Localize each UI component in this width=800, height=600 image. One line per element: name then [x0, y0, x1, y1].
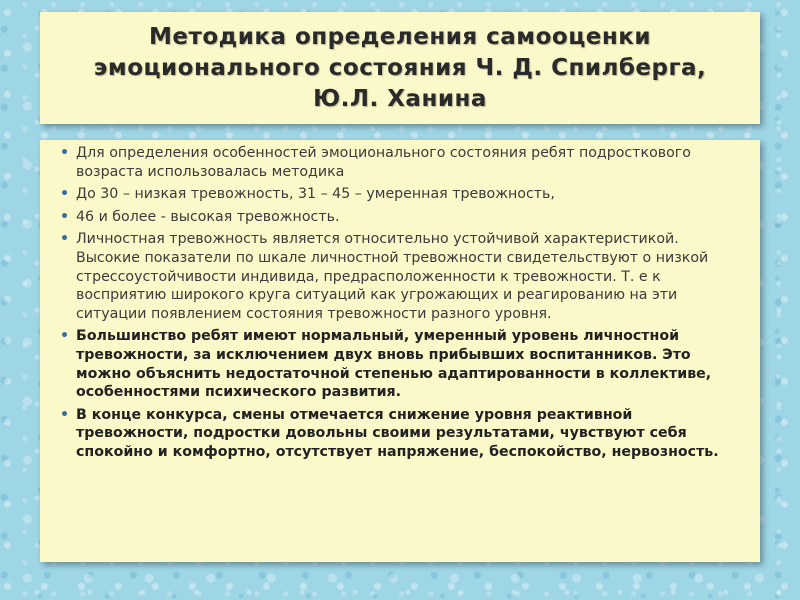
bullet-text: Для определения особенностей эмоционального состояния ребят подросткового возраста использовалась методика: [76, 145, 691, 180]
bullet-marker: •: [60, 186, 70, 203]
bullet-item-majority: [60, 327, 734, 401]
title-panel: [40, 12, 760, 124]
bullet-text: 46 и более - высокая тревожность.: [76, 208, 340, 225]
bullet-item-method: [60, 144, 734, 181]
bullet-item-high: [60, 208, 734, 227]
bullet-marker: •: [60, 328, 70, 345]
content-panel: [40, 140, 760, 562]
bullet-text: Личностная тревожность является относительно устойчивой характеристикой. Высокие показатели по шкале личностной тревожности свидетельствуют о низкой стрессоустойчивости индивида, предрасположенности к тревожности. Т. е к восприятию широкого круга ситуаций как угрожающих и реагированию на эти ситуации появлением состояния тревожности разного уровня.: [76, 231, 709, 322]
bullet-list: [60, 144, 734, 462]
bullet-marker: •: [60, 145, 70, 161]
bullet-item-personal-anxiety: [60, 230, 734, 323]
bullet-marker: •: [60, 406, 70, 423]
bullet-text: В конце конкурса, смены отмечается снижение уровня реактивной тревожности, подростки довольны своими результатами, чувствуют себя спокойно и комфортно, отсутствует напряжение, беспокойство, нервозность.: [76, 406, 719, 460]
bullet-text: Большинство ребят имеют нормальный, умеренный уровень личностной тревожности, за исключением двух вновь прибывших воспитанников. Это можно объяснить недостаточной степенью адаптированности в коллективе, особенностями психического развития.: [76, 328, 712, 401]
bullet-item-low-moderate: [60, 185, 734, 204]
bullet-marker: •: [60, 231, 70, 248]
bullet-marker: •: [60, 208, 70, 225]
bullet-item-conclusion: [60, 406, 734, 462]
bullet-text: До 30 – низкая тревожность, 31 – 45 – умеренная тревожность,: [76, 186, 555, 203]
slide-title: Методика определения самооценки эмоционального состояния Ч. Д. Спилберга, Ю.Л. Ханина: [93, 23, 707, 112]
